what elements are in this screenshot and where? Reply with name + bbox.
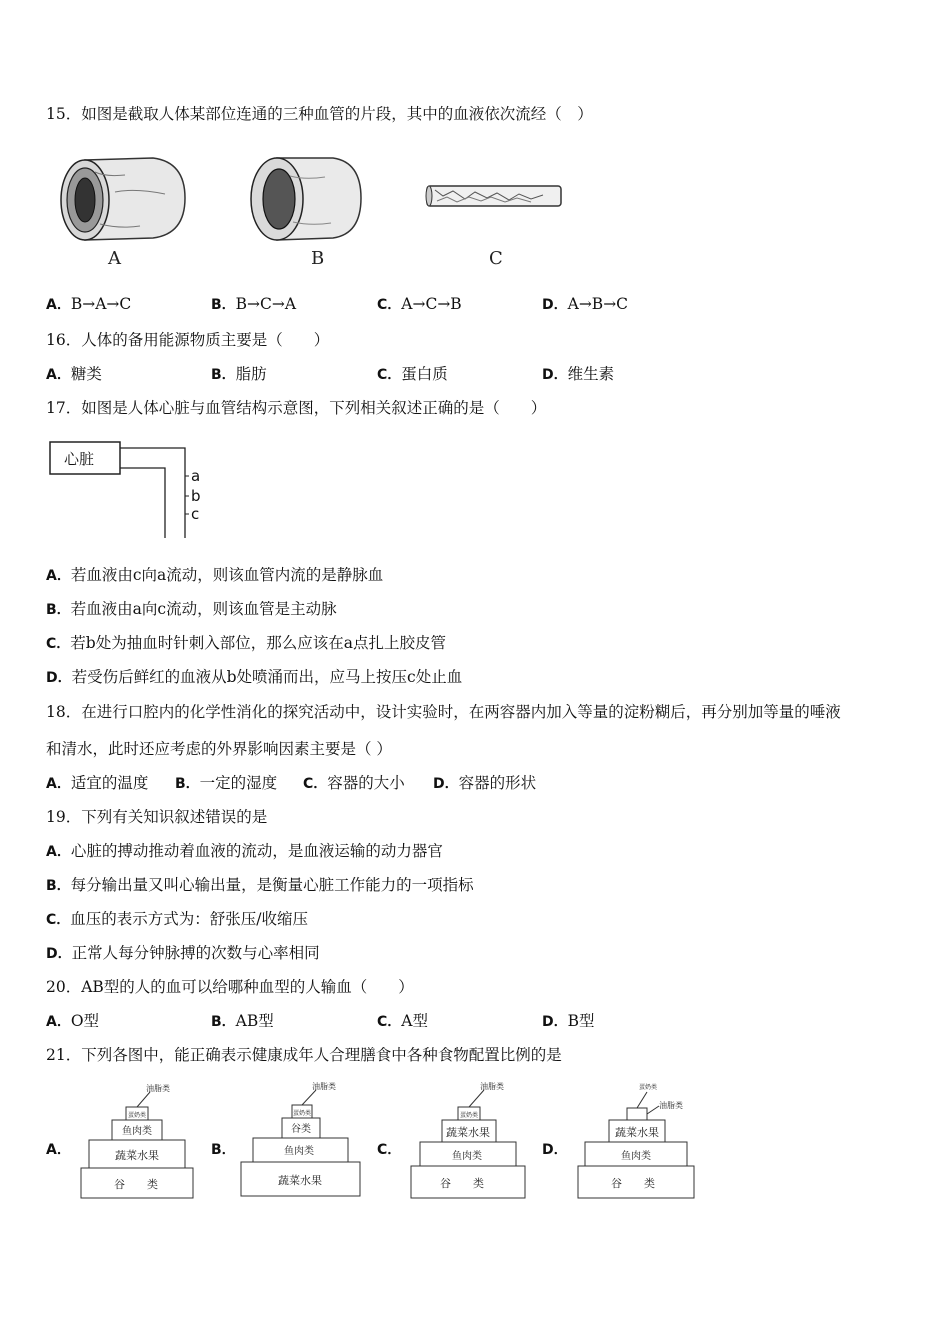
q16-option-c[interactable]: C．蛋白质 [377, 365, 448, 383]
food-pyramid-d[interactable] [577, 1078, 697, 1200]
q19-stem: 19．下列有关知识叙述错误的是 [46, 808, 268, 826]
q17-option-a[interactable]: A．若血液由c向a流动，则该血管内流的是静脉血 [46, 566, 384, 584]
q18-option-d[interactable]: D．容器的形状 [433, 774, 537, 792]
q18-stem-line1: 18．在进行口腔内的化学性消化的探究活动中，设计实验时，在两容器内加入等量的淀粉糊后，再分别加等量的唾液 [46, 703, 841, 721]
q17-option-b[interactable]: B．若血液由a向c流动，则该血管是主动脉 [46, 600, 337, 618]
food-pyramid-c[interactable] [410, 1078, 528, 1200]
pyramid-c-level-4: 蛋奶类 [460, 1112, 479, 1119]
q17-option-d[interactable]: D．若受伤后鲜红的血液从b处喷涌而出，应马上按压c处止血 [46, 668, 463, 686]
q20-option-b[interactable]: B．AB型 [211, 1012, 274, 1030]
q15-option-d[interactable]: D．A→B→C [542, 295, 629, 313]
point-b-label: b [191, 487, 201, 505]
q21-option-d[interactable]: D． [542, 1142, 568, 1158]
pyramid-d-level-2: 鱼肉类 [621, 1151, 651, 1162]
pyramid-b-level-4: 蛋奶类 [293, 1110, 312, 1117]
pyramid-a-level-2: 蔬菜水果 [115, 1149, 159, 1162]
pyramid-c-level-3: 蔬菜水果 [446, 1126, 490, 1139]
vessel-figure-b [245, 152, 365, 244]
pyramid-b-level-3: 谷类 [291, 1124, 311, 1135]
food-pyramid-a[interactable] [80, 1080, 195, 1200]
q18-option-a[interactable]: A．适宜的温度 [46, 774, 149, 792]
pyramid-c-level-1: 谷 类 [440, 1177, 484, 1190]
heart-vessel-diagram [48, 440, 218, 540]
q18-option-b[interactable]: B．一定的湿度 [175, 774, 278, 792]
q16-option-b[interactable]: B．脂肪 [211, 365, 267, 383]
q17-option-c[interactable]: C．若b处为抽血时针刺入部位，那么应该在a点扎上胶皮管 [46, 634, 446, 652]
q19-option-b[interactable]: B．每分输出量又叫心输出量，是衡量心脏工作能力的一项指标 [46, 876, 474, 894]
pyramid-a-callout: 油脂类 [146, 1084, 170, 1093]
q20-option-a[interactable]: A．O型 [46, 1012, 100, 1030]
q19-option-d[interactable]: D．正常人每分钟脉搏的次数与心率相同 [46, 944, 320, 962]
pyramid-d-level-4: 蛋奶类 [639, 1084, 658, 1091]
pyramid-d-level-1: 谷 类 [611, 1177, 655, 1190]
q21-option-b[interactable]: B． [211, 1142, 236, 1158]
q18-stem-line2: 和清水，此时还应考虑的外界影响因素主要是（ ） [46, 740, 392, 758]
food-pyramid-b[interactable] [240, 1078, 362, 1198]
vessel-label-b: B [311, 248, 325, 269]
pyramid-a-level-3: 鱼肉类 [122, 1126, 152, 1137]
vessel-figure-c [425, 184, 565, 210]
q20-option-c[interactable]: C．A型 [377, 1012, 428, 1030]
pyramid-d-callout: 油脂类 [659, 1101, 683, 1110]
vessel-figure-a [55, 152, 190, 244]
q20-option-d[interactable]: D．B型 [542, 1012, 595, 1030]
q21-option-a[interactable]: A． [46, 1142, 71, 1158]
q20-stem: 20．AB型的人的血可以给哪种血型的人输血（ ） [46, 978, 414, 996]
q19-option-c[interactable]: C．血压的表示方式为：舒张压/收缩压 [46, 910, 309, 928]
q18-option-c[interactable]: C．容器的大小 [303, 774, 405, 792]
pyramid-d-level-3: 蔬菜水果 [615, 1126, 659, 1139]
pyramid-a-level-1: 谷 类 [114, 1178, 158, 1191]
vessel-label-a: A [108, 248, 121, 269]
pyramid-b-level-1: 蔬菜水果 [278, 1174, 322, 1187]
pyramid-c-level-2: 鱼肉类 [452, 1151, 482, 1162]
pyramid-a-level-4: 蛋奶类 [128, 1112, 147, 1119]
point-a-label: a [191, 467, 201, 485]
pyramid-c-callout: 油脂类 [480, 1082, 504, 1091]
q15-stem: 15．如图是截取人体某部位连通的三种血管的片段，其中的血液依次流经（ ） [46, 105, 593, 123]
point-c-label: c [191, 505, 200, 523]
q17-stem: 17．如图是人体心脏与血管结构示意图，下列相关叙述正确的是（ ） [46, 399, 547, 417]
q15-option-c[interactable]: C．A→C→B [377, 295, 462, 313]
pyramid-b-callout: 油脂类 [312, 1082, 336, 1091]
pyramid-b-level-2: 鱼肉类 [284, 1146, 314, 1157]
q15-option-b[interactable]: B．B→C→A [211, 295, 297, 313]
q21-option-c[interactable]: C． [377, 1142, 402, 1158]
q16-stem: 16．人体的备用能源物质主要是（ ） [46, 331, 330, 349]
q15-option-a[interactable]: A．B→A→C [46, 295, 132, 313]
q16-option-a[interactable]: A．糖类 [46, 365, 102, 383]
q21-stem: 21．下列各图中，能正确表示健康成年人合理膳食中各种食物配置比例的是 [46, 1046, 562, 1064]
q19-option-a[interactable]: A．心脏的搏动推动着血液的流动，是血液运输的动力器官 [46, 842, 443, 860]
q16-option-d[interactable]: D．维生素 [542, 365, 615, 383]
heart-box-label: 心脏 [64, 450, 95, 468]
vessel-label-c: C [489, 248, 503, 269]
